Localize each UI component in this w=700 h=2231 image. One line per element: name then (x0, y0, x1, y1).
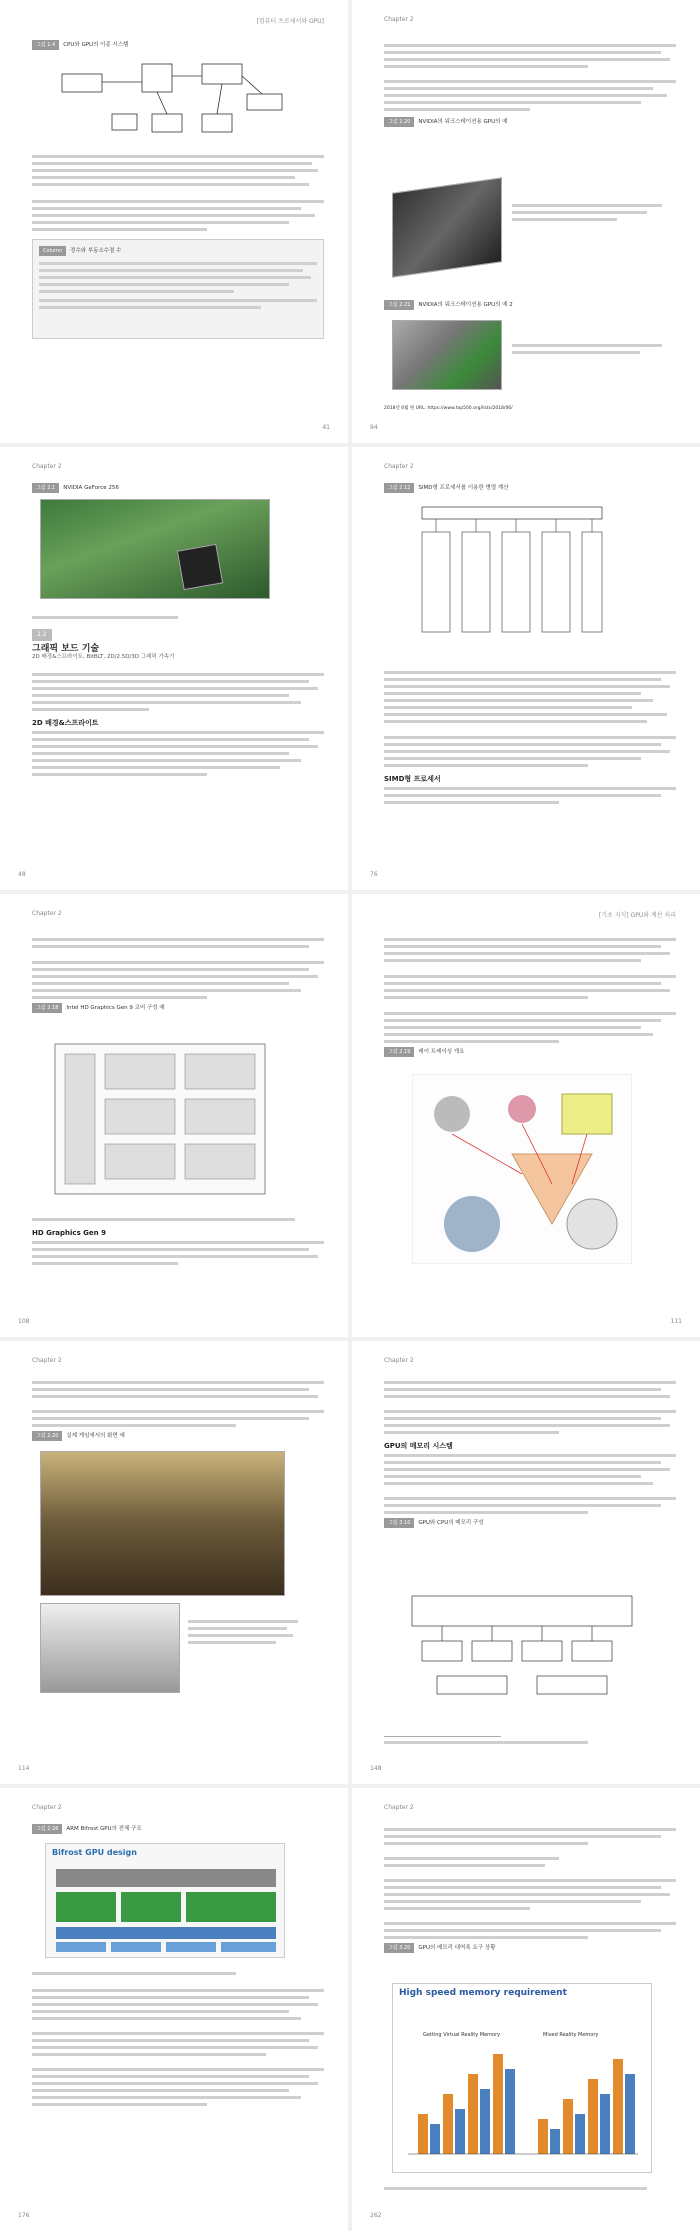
box-title: 정수와 부동소수점 수 (70, 248, 122, 254)
subsection-title: 2D 배경&스프라이트 (32, 719, 99, 727)
figure-label: 그림 2.12 (384, 483, 414, 493)
section-title: 그래픽 보드 기술 (32, 644, 100, 654)
page-262 (352, 1788, 700, 2231)
page-number: 108 (18, 1318, 30, 1325)
page-number: 94 (370, 424, 378, 431)
gpu-chip-photo (177, 544, 223, 590)
running-header: [컴퓨터 프로세서와 GPU] (256, 18, 324, 25)
page-number: 114 (18, 1765, 30, 1772)
page-number: 111 (670, 1318, 682, 1325)
figure-title: GPU의 메모리 대역폭 요구 상황 (418, 1945, 496, 1951)
figure-title: NVIDIA GeForce 256 (63, 485, 119, 491)
page-48 (0, 447, 348, 890)
subsection-title: HD Graphics Gen 9 (32, 1229, 106, 1237)
figure-title: CPU와 GPU의 이종 시스템 (63, 42, 129, 48)
figure-title-2: NVIDIA의 워크스테이션용 GPU의 예 2 (418, 302, 513, 308)
right-chart-title: Mixed Reality Memory (543, 2032, 599, 2038)
figure-label: 그림 2.20 (32, 1431, 62, 1441)
section-subtitle: 2D 배경&스프라이트, BitBLT, 2D/2.5D/3D 그래픽 가속기 (32, 654, 175, 660)
figure-title: NVIDIA의 워크스테이션용 GPU의 예 (418, 119, 508, 125)
gpu-card-photo-2 (392, 320, 502, 390)
page-number: 262 (370, 2212, 382, 2219)
gen9-diagram (50, 1039, 270, 1204)
slide-title: High speed memory requirement (399, 1988, 567, 1998)
figure-label: 그림 1.4 (32, 40, 59, 50)
figure-label: 그림 2.26 (32, 1824, 62, 1834)
diagram-title: Bifrost GPU design (52, 1848, 137, 1857)
game-screenshot-2 (40, 1603, 180, 1693)
subsection-title: SIMD형 프로세서 (384, 775, 441, 783)
figure-label: 그림 3.20 (384, 1943, 414, 1953)
figure-label: 그림 2.1 (32, 483, 59, 493)
page-148 (352, 1341, 700, 1784)
page-94 (352, 0, 700, 443)
memory-bars (403, 2044, 643, 2159)
bifrost-diagram (45, 1843, 285, 1958)
figure-title: GPU와 CPU의 메모리 구성 (418, 1520, 484, 1526)
running-header: [기초 지식] GPU와 계산 처리 (598, 912, 676, 919)
subsection-title: GPU의 메모리 시스템 (384, 1442, 453, 1450)
running-header: Chapter 2 (32, 1804, 62, 1811)
page-176 (0, 1788, 348, 2231)
gpu-card-photo-1 (392, 177, 502, 277)
geforce-card-photo (40, 499, 270, 599)
figure-title: Intel HD Graphics Gen 9 코어 구성 예 (66, 1005, 165, 1011)
page-114 (0, 1341, 348, 1784)
simd-diagram (402, 502, 622, 652)
page-number: 48 (18, 871, 26, 878)
figure-title: 레이 트레이싱 개요 (418, 1049, 465, 1055)
page-41 (0, 0, 348, 443)
memory-diagram (407, 1591, 637, 1701)
running-header: Chapter 2 (32, 463, 62, 470)
page-111 (352, 894, 700, 1337)
info-box: Column 정수와 부동소수점 수 (32, 239, 324, 339)
ray-tracing-diagram (412, 1074, 632, 1264)
figure-title: ARM Bifrost GPU의 전체 구조 (66, 1826, 142, 1832)
footnote: 2018년 6월 현 URL: https://www.top500.org/lists/2018/06/ (384, 406, 513, 411)
page-number: 148 (370, 1765, 382, 1772)
page-number: 76 (370, 871, 378, 878)
running-header: Chapter 2 (32, 910, 62, 917)
system-diagram (52, 54, 292, 144)
left-chart-title: Getting Virtual Reality Memory (423, 2032, 501, 2038)
running-header: Chapter 2 (384, 16, 414, 23)
section-number: 2.2 (32, 629, 52, 641)
game-screenshot-1 (40, 1451, 285, 1596)
running-header: Chapter 2 (384, 1804, 414, 1811)
page-number: 41 (322, 424, 330, 431)
page-108 (0, 894, 348, 1337)
page-76 (352, 447, 700, 890)
page-number: 176 (18, 2212, 30, 2219)
running-header: Chapter 2 (32, 1357, 62, 1364)
figure-label-2: 그림 2.21 (384, 300, 414, 310)
figure-label: 그림 2.18 (32, 1003, 62, 1013)
running-header: Chapter 2 (384, 463, 414, 470)
figure-title: 실제 게임에서의 화면 예 (66, 1433, 125, 1439)
running-header: Chapter 2 (384, 1357, 414, 1364)
figure-title: SIMD형 프로세서를 이용한 병렬 계산 (418, 485, 509, 491)
figure-label: 그림 2.19 (384, 1047, 414, 1057)
figure-label: 그림 3.10 (384, 1518, 414, 1528)
memory-requirement-slide (392, 1983, 652, 2173)
figure-label: 그림 2.20 (384, 117, 414, 127)
